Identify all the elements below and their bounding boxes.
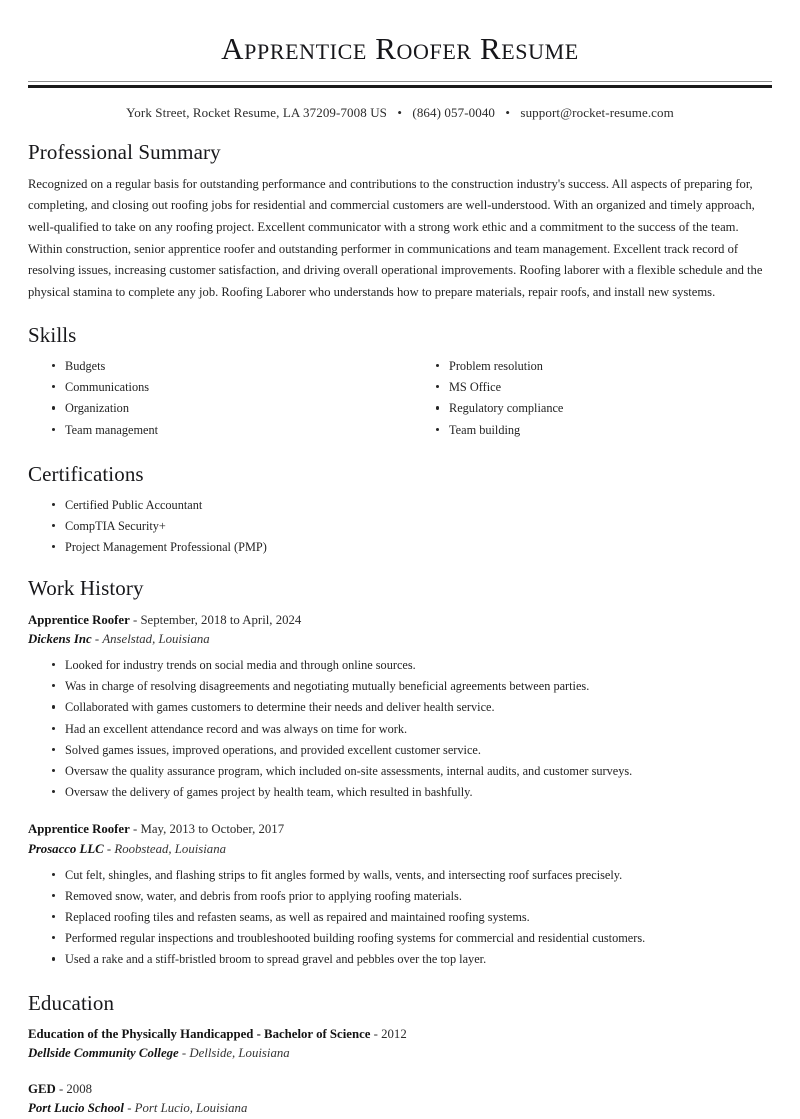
job-dash: - [132,822,138,837]
skills-list-right [412,357,772,439]
list-item: Certified Public Accountant [52,496,772,514]
work-entry-title-line [28,820,772,839]
school-name: Dellside Community College [28,1046,179,1061]
school-dash: - [127,1101,132,1116]
education-degree-line [28,1025,772,1044]
school-name: Port Lucio School [28,1101,124,1116]
education-degree: GED [28,1082,56,1097]
job-dash: - [132,612,138,627]
list-item: MS Office [436,378,772,396]
list-item: Project Management Professional (PMP) [52,538,772,556]
section-heading-summary: Professional Summary [28,139,221,164]
education-year: 2008 [66,1082,92,1097]
header-divider [28,81,772,88]
education-school-line [28,1099,772,1118]
section-certifications [28,462,772,557]
section-heading-education: Education [28,990,115,1015]
work-entry [28,611,772,802]
certifications-list [28,496,772,557]
list-item: Had an excellent attendance record and was always on time for work. [52,720,772,738]
job-dates: September, 2018 to April, 2024 [140,612,302,627]
list-item: Oversaw the delivery of games project by health team, which resulted in bashfully. [52,783,772,801]
list-item: Performed regular inspections and troubleshooted building roofing systems for commercial and residential customers. [52,929,772,947]
education-dash: - [373,1026,378,1041]
work-entry-company-line [28,630,772,649]
list-item: Solved games issues, improved operations, and provided excellent customer service. [52,741,772,759]
list-item: Communications [52,378,400,396]
list-item: Team management [52,421,400,439]
summary-paragraph: Recognized on a regular basis for outstanding performance and contributions to the construction industry's success. All aspects of preparing for, completing, and closing out roofing jobs for residential and commercial customers are well-understood. With an organized and timely approach, well-qualified to take on any roofing project. Excellent communicator with a strong work ethic and a commitment to the success of the team. Within construction, senior apprentice roofer and outstanding performer in communications and team management. Excellent track record of resolving issues, increasing customer satisfaction, and driving overall operational improvements. Roofing laborer with a flexible schedule and the physical stamina to complete any job. Roofing Laborer who understands how to prepare materials, repair roofs, and install new systems. [28,176,763,300]
list-item: Cut felt, shingles, and flashing strips to fit angles formed by walls, vents, and intersecting roof surfaces precisely. [52,866,772,884]
education-entry [28,1025,772,1063]
page-title: Apprentice Roofer Resume [221,31,579,66]
work-entry-company-line [28,840,772,859]
list-item: Oversaw the quality assurance program, which included on-site assessments, internal audits, and customer surveys. [52,762,772,780]
job-dates: May, 2013 to October, 2017 [140,822,285,837]
education-degree-line [28,1080,772,1099]
divider-thick-line [28,85,772,88]
education-year: 2012 [381,1026,407,1041]
education-entry [28,1080,772,1118]
education-dash: - [58,1082,64,1097]
skills-column-left [28,357,400,442]
school-location: Dellside, Louisiana [189,1046,290,1061]
list-item: Organization [52,399,400,417]
contact-separator-1: • [397,104,403,120]
skills-columns [28,357,772,442]
contact-phone: (864) 057-0040 [412,104,496,120]
school-dash: - [181,1046,187,1061]
section-skills [28,323,772,442]
school-location: Port Lucio, Louisiana [134,1101,248,1116]
company-dash: - [94,631,100,646]
contact-separator-2: • [505,104,511,120]
list-item: Used a rake and a stiff-bristled broom to spread gravel and pebbles over the top layer. [52,950,772,968]
list-item: Regulatory compliance [436,399,772,417]
contact-line [28,105,772,121]
company-name: Prosacco LLC [28,841,104,856]
list-item: CompTIA Security+ [52,517,772,535]
list-item: Replaced roofing tiles and refasten seams, as well as repaired and maintained roofing systems. [52,908,772,926]
education-degree: Education of the Physically Handicapped - Bachelor of Science [28,1026,371,1041]
section-education [28,991,772,1119]
list-item: Removed snow, water, and debris from roofs prior to applying roofing materials. [52,887,772,905]
company-name: Dickens Inc [28,631,92,646]
list-item: Was in charge of resolving disagreements and negotiating mutually beneficial agreements between parties. [52,677,772,695]
contact-email: support@rocket-resume.com [520,104,674,120]
job-title: Apprentice Roofer [28,612,130,627]
contact-address: York Street, Rocket Resume, LA 37209-7008 US [126,104,388,120]
section-heading-certifications: Certifications [28,461,144,486]
skills-list-left [28,357,400,439]
education-school-line [28,1044,772,1063]
list-item: Team building [436,421,772,439]
section-heading-work-history: Work History [28,576,144,601]
skills-column-right [400,357,772,442]
job-location: Roobstead, Louisiana [114,841,226,856]
section-professional-summary [28,140,772,304]
list-item: Problem resolution [436,357,772,375]
section-heading-skills: Skills [28,322,77,347]
work-entry-bullets [28,866,772,969]
work-entry-bullets [28,656,772,801]
company-dash: - [106,841,112,856]
job-title: Apprentice Roofer [28,822,130,837]
work-entry [28,820,772,968]
list-item: Looked for industry trends on social media and through online sources. [52,656,772,674]
section-work-history [28,576,772,968]
list-item: Budgets [52,357,400,375]
work-entry-title-line [28,611,772,630]
list-item: Collaborated with games customers to determine their needs and deliver health service. [52,698,772,716]
job-location: Anselstad, Louisiana [102,631,210,646]
